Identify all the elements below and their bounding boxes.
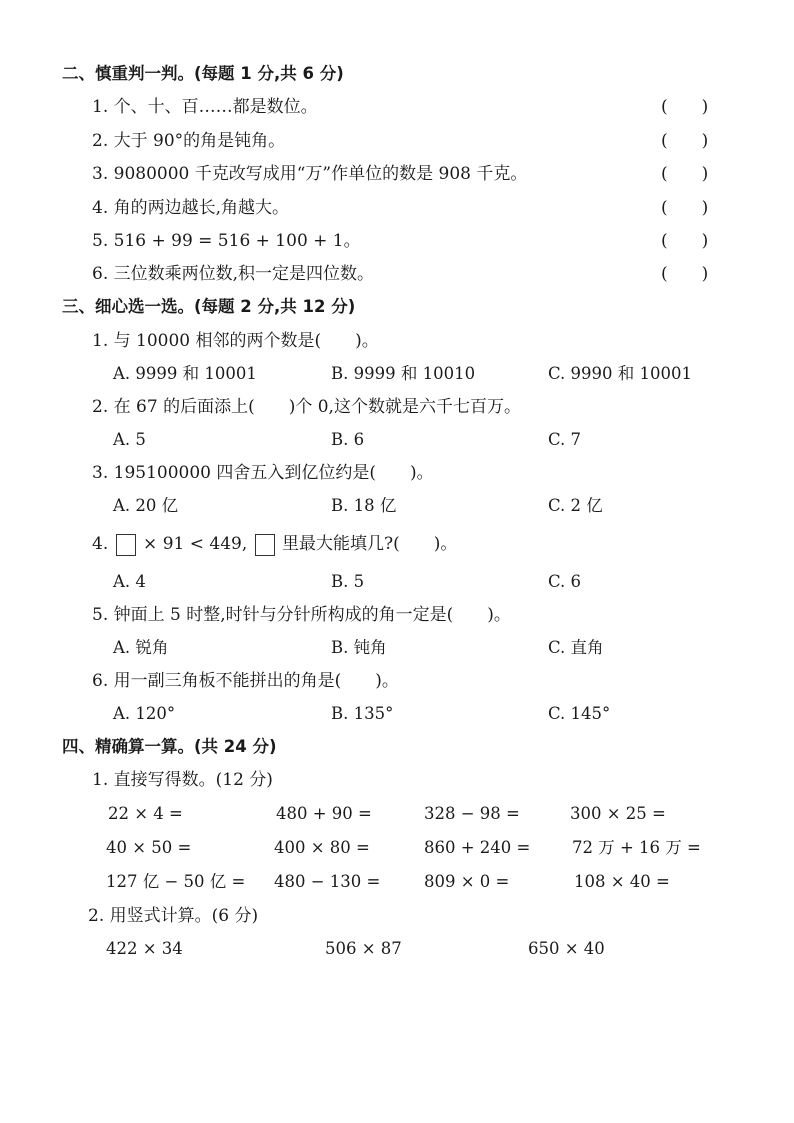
q4-mid: × 91 < 449, (143, 534, 248, 554)
judge-item-4: 4. 角的两边越长,角越大。 (92, 198, 290, 218)
vertical-calc-title: 2. 用竖式计算。(6 分) (88, 906, 259, 926)
choice-1-option-a[interactable]: A. 9999 和 10001 (113, 364, 257, 383)
choice-1-option-b[interactable]: B. 9999 和 10010 (331, 364, 476, 383)
judge-item-1: 1. 个、十、百……都是数位。 (92, 97, 318, 117)
calc-r2-c1: 40 × 50 = (106, 838, 192, 857)
answer-paren-4[interactable]: ( ) (661, 198, 709, 218)
calc-r1-c1: 22 × 4 = (108, 804, 183, 823)
calc-r3-c1: 127 亿 − 50 亿 = (106, 872, 246, 891)
q4-suffix: 里最大能填几?( )。 (282, 534, 458, 554)
choice-question-2: 2. 在 67 的后面添上( )个 0,这个数就是六千七百万。 (92, 397, 521, 417)
choice-6-option-b[interactable]: B. 135° (331, 704, 394, 723)
calc-r1-c3: 328 − 98 = (424, 804, 520, 823)
answer-paren-1[interactable]: ( ) (661, 97, 709, 117)
choice-4-option-b[interactable]: B. 5 (331, 572, 365, 591)
judge-item-6: 6. 三位数乘两位数,积一定是四位数。 (92, 264, 375, 284)
section-2-heading: 二、慎重判一判。(每题 1 分,共 6 分) (62, 64, 344, 83)
answer-paren-5[interactable]: ( ) (661, 231, 709, 251)
choice-2-option-b[interactable]: B. 6 (331, 430, 365, 449)
choice-question-1: 1. 与 10000 相邻的两个数是( )。 (92, 331, 379, 351)
choice-question-4 (92, 533, 457, 556)
vertical-calc-3: 650 × 40 (528, 939, 605, 958)
choice-question-5: 5. 钟面上 5 时整,时针与分针所构成的角一定是( )。 (92, 605, 511, 625)
calc-r2-c2: 400 × 80 = (274, 838, 370, 857)
choice-5-option-c[interactable]: C. 直角 (548, 638, 604, 657)
calc-r1-c4: 300 × 25 = (570, 804, 666, 823)
choice-2-option-c[interactable]: C. 7 (548, 430, 582, 449)
q4-prefix: 4. (92, 534, 109, 554)
judge-item-3: 3. 9080000 千克改写成用“万”作单位的数是 908 千克。 (92, 164, 528, 184)
calc-r2-c3: 860 + 240 = (424, 838, 531, 857)
answer-paren-2[interactable]: ( ) (661, 131, 709, 151)
choice-5-option-a[interactable]: A. 锐角 (113, 638, 169, 657)
answer-paren-6[interactable]: ( ) (661, 264, 709, 284)
calc-r3-c2: 480 − 130 = (274, 872, 381, 891)
choice-question-6: 6. 用一副三角板不能拼出的角是( )。 (92, 671, 399, 691)
choice-1-option-c[interactable]: C. 9990 和 10001 (548, 364, 692, 383)
calc-r3-c3: 809 × 0 = (424, 872, 510, 891)
choice-4-option-c[interactable]: C. 6 (548, 572, 582, 591)
choice-3-option-b[interactable]: B. 18 亿 (331, 496, 397, 515)
choice-6-option-c[interactable]: C. 145° (548, 704, 611, 723)
choice-6-option-a[interactable]: A. 120° (113, 704, 176, 723)
blank-box-2[interactable] (255, 534, 275, 556)
blank-box-1[interactable] (116, 534, 136, 556)
vertical-calc-2: 506 × 87 (325, 939, 402, 958)
vertical-calc-1: 422 × 34 (106, 939, 183, 958)
choice-3-option-a[interactable]: A. 20 亿 (113, 496, 179, 515)
calc-r3-c4: 108 × 40 = (574, 872, 670, 891)
calc-r2-c4: 72 万 + 16 万 = (572, 838, 701, 857)
answer-paren-3[interactable]: ( ) (661, 164, 709, 184)
judge-item-2: 2. 大于 90°的角是钝角。 (92, 131, 286, 151)
choice-question-3: 3. 195100000 四舍五入到亿位约是( )。 (92, 463, 434, 483)
oral-calc-title: 1. 直接写得数。(12 分) (92, 770, 273, 790)
choice-4-option-a[interactable]: A. 4 (113, 572, 146, 591)
section-3-heading: 三、细心选一选。(每题 2 分,共 12 分) (62, 297, 356, 316)
section-4-heading: 四、精确算一算。(共 24 分) (62, 737, 277, 756)
judge-item-5: 5. 516 + 99 = 516 + 100 + 1。 (92, 231, 361, 251)
choice-5-option-b[interactable]: B. 钝角 (331, 638, 387, 657)
calc-r1-c2: 480 + 90 = (276, 804, 372, 823)
choice-2-option-a[interactable]: A. 5 (113, 430, 146, 449)
choice-3-option-c[interactable]: C. 2 亿 (548, 496, 603, 515)
